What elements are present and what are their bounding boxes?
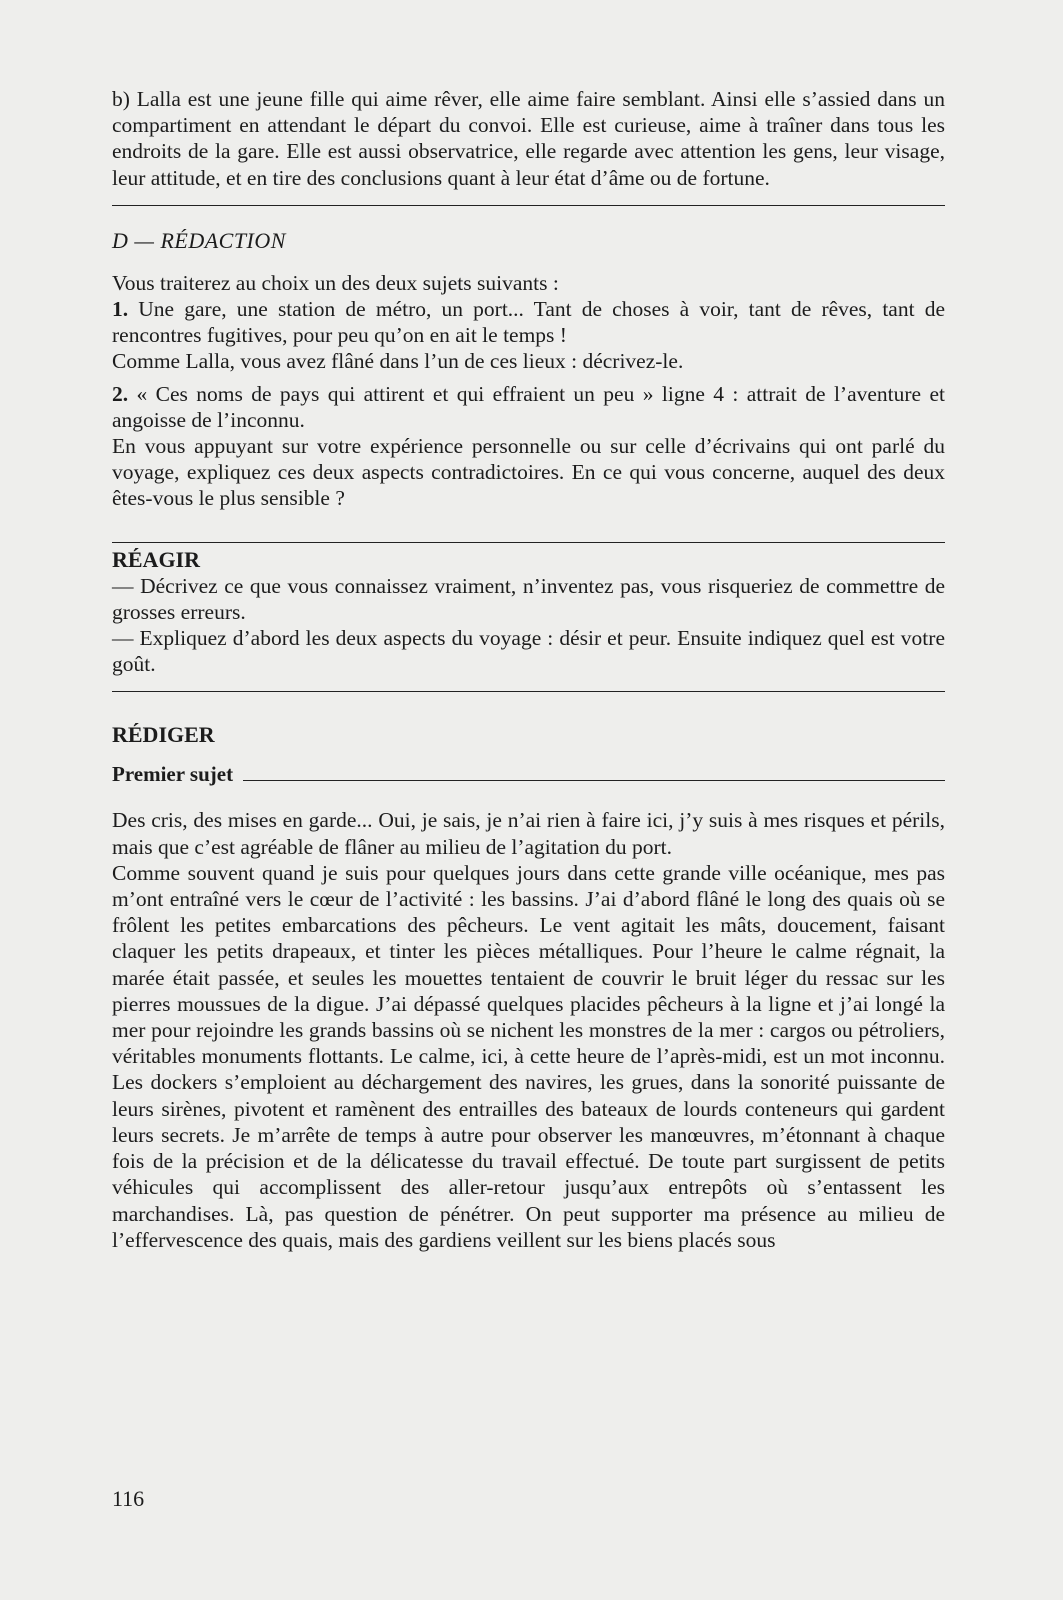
subheading-row: [112, 762, 945, 787]
section-divider: [112, 205, 945, 206]
essay-paragraph-2: Comme souvent quand je suis pour quelques jours dans cette grande ville océanique, mes pas m’ont entraîné vers le cœur de l’activité : les bassins. J’ai d’abord flâné le long des quais où se frôlent les petites embarcations des pêcheurs. Le vent agitait les mâts, doucement, faisant claquer les petits drapeaux, et tinter les pièces métalliques. Pour l’heure le calme régnait, la marée était passée, et seules les mouettes tentaient de couvrir le bruit léger du ressac sur les pierres moussues de la digue. J’ai dépassé quelques placides pêcheurs à la ligne et j’ai longé la mer pour rejoindre les grands bassins où se nichent les monstres de la mer : cargos ou pétroliers, véritables monuments flottants. Le calme, ici, à cette heure de l’après-midi, est un mot inconnu. Les dockers s’emploient au déchargement des navires, les grues, dans la sonorité puissante de leurs sirènes, pivotent et ramènent des entrailles des bateaux de lourds conteneurs qui gardent leurs secrets. Je m’arrête de temps à autre pour observer les manœuvres, m’étonnant à chaque fois de la précision et de la délicatesse du travail effectué. De toute part surgissent de petits véhicules qui accomplissent des aller-retour jusqu’aux entrepôts où s’entassent les marchandises. Là, pas question de pénétrer. On peut supporter ma présence au milieu de l’effervescence des quais, mais des gardiens veillent sur les biens placés sous: [112, 860, 945, 1252]
subject-1-instruction: Comme Lalla, vous avez flâné dans l’un de ces lieux : décrivez-le.: [112, 349, 684, 374]
essay-paragraph-1: Des cris, des mises en garde... Oui, je sais, je n’ai rien à faire ici, j’y suis à mes risques et périls, mais que c’est agréable de flâner au milieu de l’agitation du port.: [112, 808, 945, 859]
section-d-heading: D — RÉDACTION: [112, 227, 286, 253]
subject-2-instruction: En vous appuyant sur votre expérience personnelle ou sur celle d’écrivains qui ont parlé du voyage, expliquez ces deux aspects contradictoires. En ce qui vous concerne, auquel des deux êtes-vous le plus sensible ?: [112, 434, 945, 511]
reagir-divider: [112, 542, 945, 543]
subject-2-text: « Ces noms de pays qui attirent et qui effraient un peu » ligne 4 : attrait de l’aventure et angoisse de l’inconnu.: [112, 381, 945, 432]
section-d-intro: Vous traiterez au choix un des deux sujets suivants :: [112, 270, 559, 295]
subject-1-text: Une gare, une station de métro, un port... Tant de choses à voir, tant de rêves, tant de rencontres fugitives, pour peu qu’on en ait le temps !: [112, 297, 945, 348]
subject-2-number: 2.: [112, 381, 129, 406]
rediger-heading: RÉDIGER: [112, 722, 215, 748]
subject-2: [112, 381, 945, 433]
rediger-divider: [112, 691, 945, 692]
subheading-rule: [243, 780, 945, 781]
reagir-advice-2: — Expliquez d’abord les deux aspects du voyage : désir et peur. Ensuite indiquez quel est votre goût.: [112, 626, 945, 677]
subject-1-number: 1.: [112, 297, 129, 322]
intro-paragraph: b) Lalla est une jeune fille qui aime rêver, elle aime faire semblant. Ainsi elle s’assied dans un compartiment en attendant le départ du convoi. Elle est curieuse, aime à traîner dans tous les endroits de la gare. Elle est aussi observatrice, elle regarde avec attention les gens, leur visage, leur attitude, et en tire des conclusions quant à leur état d’âme ou de fortune.: [112, 87, 945, 190]
page-number: 116: [112, 1486, 145, 1511]
reagir-advice-1: — Décrivez ce que vous connaissez vraiment, n’inventez pas, vous risqueriez de commettre de grosses erreurs.: [112, 573, 945, 624]
subject-1: [112, 296, 945, 348]
first-subject-subheading: Premier sujet: [112, 762, 234, 787]
reagir-heading: RÉAGIR: [112, 546, 201, 572]
page-content: [112, 86, 945, 1253]
